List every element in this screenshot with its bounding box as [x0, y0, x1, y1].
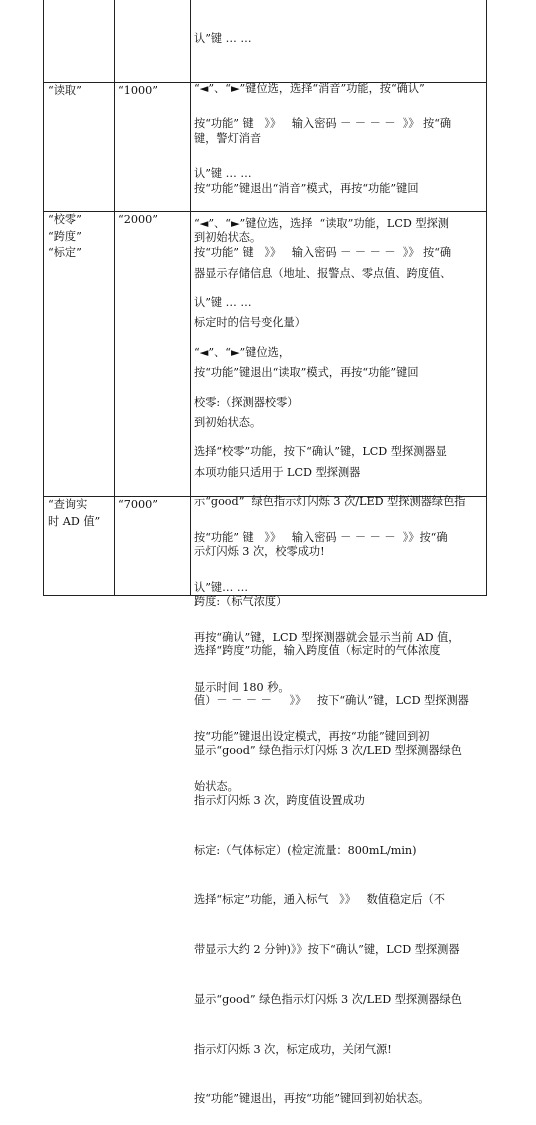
description-line: 指示灯闪烁 3 次，跨度值设置成功	[194, 793, 365, 807]
description-line: 键，警灯消音	[194, 131, 262, 145]
description-line: 选择“跨度”功能，输入跨度值（标定时的气体浓度	[194, 644, 441, 658]
description-line: 器显示存储信息（地址、报警点、零点值、跨度值、	[194, 266, 452, 280]
description-line: “◄”、“►”键位选，	[194, 345, 291, 359]
table-border-col2	[190, 0, 191, 596]
description-line: 选择“校零”功能，按下“确认”键，LCD 型探测器显	[194, 445, 447, 459]
description-line: 选择“标定”功能，通入标气 》》 数值稳定后（不	[194, 893, 445, 907]
function-name: “查询实 时 AD 值”	[48, 498, 101, 528]
description-line: 按“功能” 键 》》 输入密码 － － － － 》》 按“确	[194, 117, 452, 131]
description-line: 跨度:（标气浓度）	[194, 594, 288, 608]
description-line: 认”键 … …	[194, 166, 252, 180]
description-line: 按“功能” 键 》》 输入密码 － － － － 》》 按“确	[194, 246, 452, 260]
description-line: 标定:（气体标定）(检定流量：800mL/min)	[194, 843, 417, 857]
description-line: 到初始状态。	[194, 231, 262, 245]
description-line: 显示“good” 绿色指示灯闪烁 3 次/LED 型探测器绿色	[194, 744, 462, 757]
description-line: “◄”、“►”键位选，选择“消音”功能，按“确认”	[194, 81, 425, 95]
function-code: “1000”	[118, 84, 158, 97]
description-line: 认”键 … …	[194, 32, 252, 46]
table-border-col1	[114, 0, 115, 596]
description-line: 本项功能只适用于 LCD 型探测器	[194, 465, 361, 479]
description-line: 到初始状态。	[194, 415, 262, 429]
description-line: 显示“good” 绿色指示灯闪烁 3 次/LED 型探测器绿色	[194, 992, 462, 1006]
function-code: “2000”	[118, 213, 158, 226]
description-line: 认”键… …	[194, 580, 249, 594]
table-border-right	[486, 0, 487, 596]
description-line: 值）－ － － － 》》 按下“确认”键，LCD 型探测器	[194, 694, 469, 708]
description-line: 显示时间 180 秒。	[194, 680, 290, 694]
description-line: 认”键 … …	[194, 295, 252, 309]
description-line: 按“功能”键退出设定模式，再按“功能”键回到初	[194, 730, 430, 744]
description-line: 始状态。	[194, 780, 239, 794]
function-name: “读取”	[48, 84, 82, 97]
description-line: 示灯闪烁 3 次，校零成功!	[194, 544, 325, 558]
function-name: “校零” “跨度” “标定”	[48, 213, 82, 260]
description-line: 带显示大约 2 分钟)》》按下“确认”键，LCD 型探测器	[194, 943, 460, 957]
description-line: “◄”、“►”键位选，选择 “读取”功能，LCD 型探测	[194, 216, 449, 230]
description-line: 示“good” 绿色指示灯闪烁 3 次/LED 型探测器绿色指	[194, 495, 466, 509]
description-line: 标定时的信号变化量）	[194, 316, 306, 330]
function-code: “7000”	[118, 498, 158, 511]
description-line: 按“功能”键退出“读取”模式，再按“功能”键回	[194, 366, 419, 380]
row-description	[194, 497, 480, 812]
table-border-left	[43, 0, 44, 596]
description-line: 按“功能”键退出“消音”模式，再按“功能”键回	[194, 181, 419, 195]
description-line: 校零:（探测器校零）	[194, 395, 299, 409]
description-line: 按“功能” 键 》》 输入密码 － － － － 》》按“确	[194, 531, 448, 545]
description-line: 按“功能”键退出，再按“功能”键回到初始状态。	[194, 1092, 430, 1106]
description-line: 再按“确认”键，LCD 型探测器就会显示当前 AD 值，	[194, 630, 460, 644]
description-line: 指示灯闪烁 3 次，标定成功，关闭气源!	[194, 1042, 392, 1056]
